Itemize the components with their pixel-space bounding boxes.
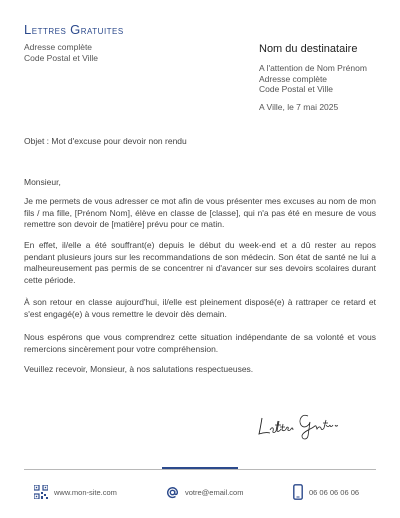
footer-phone[interactable] bbox=[293, 483, 359, 501]
mobile-phone-icon bbox=[293, 484, 303, 500]
brand-word-2: ratuites bbox=[80, 23, 124, 37]
letter-greeting: Monsieur, bbox=[24, 177, 61, 187]
handwritten-signature bbox=[256, 408, 338, 442]
qr-code-icon bbox=[34, 485, 48, 499]
paragraph-commitment: À son retour en classe aujourd'hui, il/elle est pleinement disposé(e) à rattraper ce retard et s'est engagé(e) à vous remettre le devoir dès demain. bbox=[24, 297, 376, 319]
recipient-attention: A l'attention de Nom Prénom bbox=[259, 63, 367, 73]
footer-divider bbox=[24, 469, 376, 470]
email-text: votre@email.com bbox=[185, 487, 244, 497]
recipient-address bbox=[259, 63, 367, 95]
recipient-name: Nom du destinataire bbox=[259, 43, 358, 55]
sender-address bbox=[24, 42, 98, 64]
recipient-address-line: Adresse complète bbox=[259, 73, 328, 84]
phone-text: 06 06 06 06 06 bbox=[309, 487, 360, 497]
website-text: www.mon-site.com bbox=[54, 487, 117, 497]
date-line: A Ville, le 7 mai 2025 bbox=[259, 102, 339, 112]
brand-initial-2: G bbox=[70, 22, 81, 37]
at-sign-icon bbox=[166, 486, 179, 499]
footer-website[interactable] bbox=[34, 483, 117, 501]
footer-email[interactable] bbox=[166, 483, 243, 501]
sender-city-line: Code Postal et Ville bbox=[24, 53, 99, 63]
brand-initial-1: L bbox=[24, 22, 32, 37]
brand-word-1: ettres bbox=[31, 23, 67, 37]
brand-logo bbox=[24, 22, 124, 37]
paragraph-closing: Veuillez recevoir, Monsieur, à nos salutations respectueuses. bbox=[24, 364, 254, 374]
paragraph-thanks: Nous espérons que vous comprendrez cette situation indépendante de sa volonté et vous remercions sincèrement pour votre compréhension. bbox=[24, 332, 376, 354]
recipient-city-line: Code Postal et Ville bbox=[259, 84, 334, 94]
letter-subject: Objet : Mot d'excuse pour devoir non rendu bbox=[24, 136, 187, 146]
paragraph-intro: Je me permets de vous adresser ce mot afin de vous présenter mes excuses au nom de mon fils / ma fille, [Prénom Nom], élève en classe de [classe], qui n'a pas été en mesure de vous remettre son devoir de [matière] prévu pour ce matin. bbox=[24, 196, 376, 230]
sender-address-line: Adresse complète bbox=[24, 42, 93, 52]
paragraph-reason: En effet, il/elle a été souffrant(e) depuis le début du week-end et a dû rester au repos pendant plusieurs jours sur les recommandations de son médecin. Son état de santé ne lui a malheureusement pas permis de se concentrer ni d'avancer sur ses devoirs scolaires durant cette période. bbox=[24, 240, 376, 285]
